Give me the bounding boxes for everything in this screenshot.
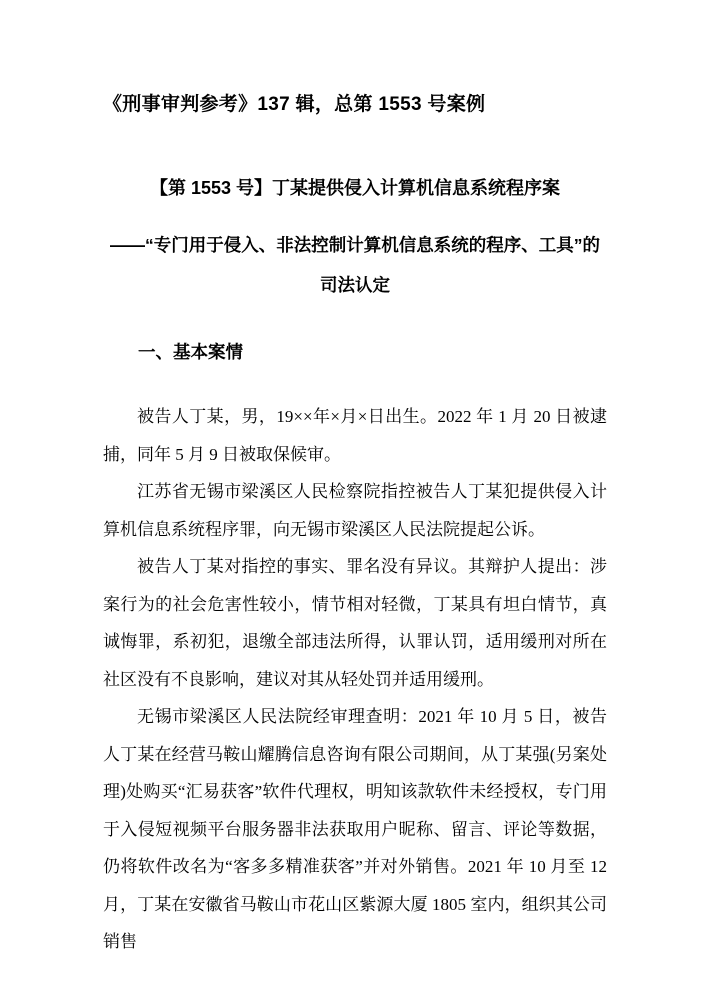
- paragraph-prosecution: 江苏省无锡市梁溪区人民检察院指控被告人丁某犯提供侵入计算机信息系统程序罪，向无锡市梁溪区人民法院提起公诉。: [103, 482, 607, 539]
- journal-masthead: 《刑事审判参考》137 辑，总第 1553 号案例: [103, 94, 486, 115]
- case-subtitle: ——“专门用于侵入、非法控制计算机信息系统的程序、工具”的司法认定: [110, 235, 600, 295]
- paragraph-defense-opinion: 被告人丁某对指控的事实、罪名没有异议。其辩护人提出：涉案行为的社会危害性较小，情节相对轻微，丁某具有坦白情节，真诚悔罪，系初犯，退缴全部违法所得，认罪认罚，适用缓刑对所在社区没有不良影响，建议对其从轻处罚并适用缓刑。: [103, 557, 607, 689]
- section-heading-basic-facts: 一、基本案情: [138, 342, 243, 362]
- case-title: 【第 1553 号】丁某提供侵入计算机信息系统程序案: [149, 178, 561, 198]
- document-body: [103, 398, 607, 961]
- paragraph-court-findings: 无锡市梁溪区人民法院经审理查明：2021 年 10 月 5 日，被告人丁某在经营马鞍山耀腾信息咨询有限公司期间，从丁某强(另案处理)处购买“汇易获客”软件代理权，明知该款软件未经授权，专门用于入侵短视频平台服务器非法获取用户昵称、留言、评论等数据，仍将软件改名为“客多多精准获客”并对外销售。2021 年 10 月至 12 月，丁某在安徽省马鞍山市花山区紫源大厦 1805 室内，组织其公司销售: [103, 707, 607, 951]
- paragraph-defendant-info: 被告人丁某，男，19××年×月×日出生。2022 年 1 月 20 日被逮捕，同年 5 月 9 日被取保候审。: [103, 407, 607, 464]
